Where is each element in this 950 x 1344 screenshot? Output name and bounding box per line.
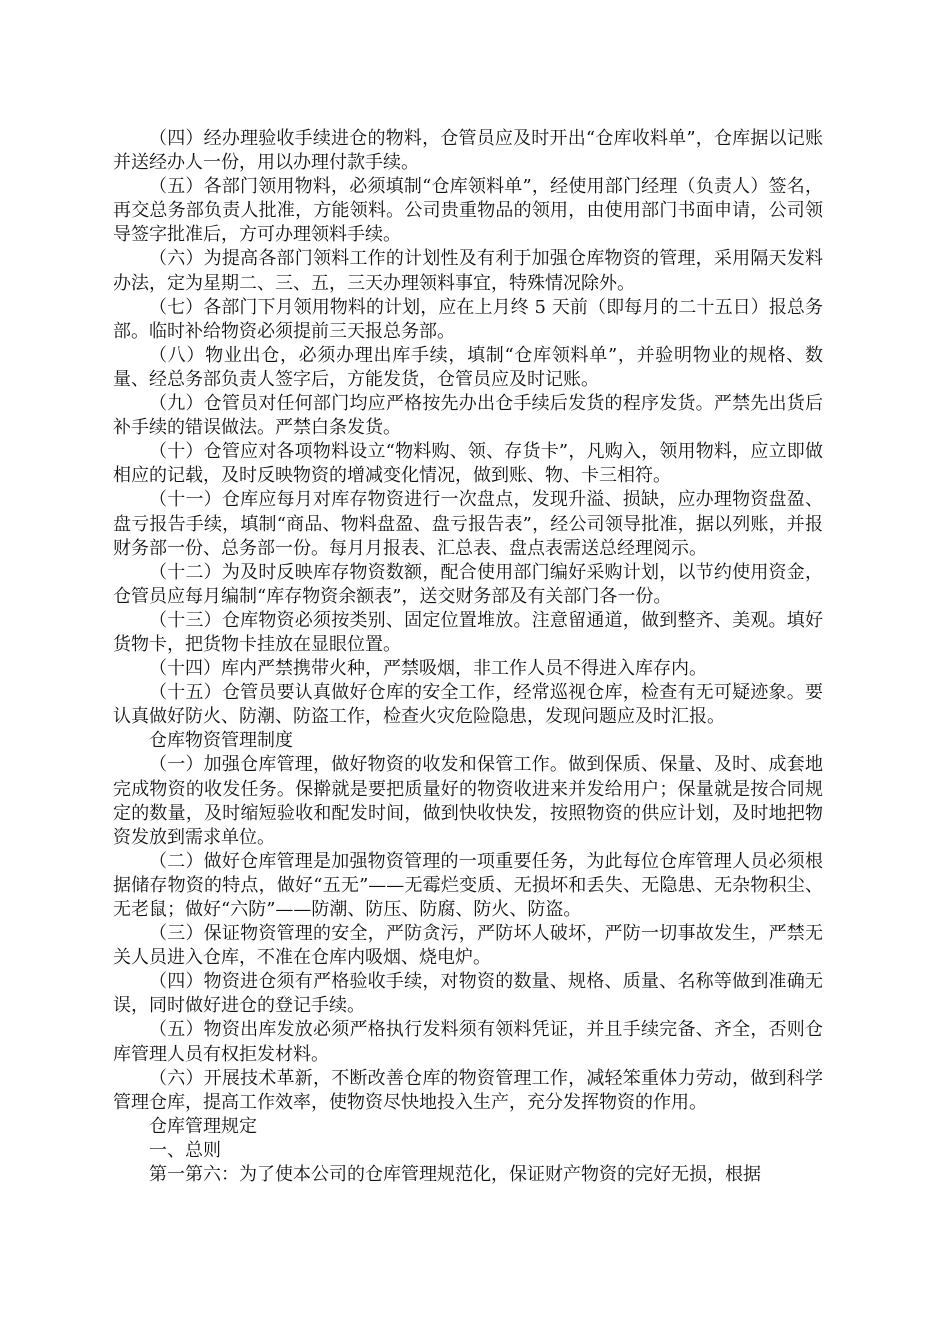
paragraph-stacking: （十三）仓库物资必须按类别、固定位置堆放。注意留通道，做到整齐、美观。填好货物卡，把货物卡挂放在显眼位置。 — [113, 609, 823, 655]
paragraph-monthly-plan: （七）各部门下月领用物料的计划，应在上月终 5 天前（即每月的二十五日）报总务部。临时补给物资必须提前三天报总务部。 — [113, 296, 823, 342]
paragraph-innovation: （六）开展技术革新，不断改善仓库的物资管理工作，减轻笨重体力劳动，做到科学管理仓库，提高工作效率，使物资尽快地投入生产，充分发挥物资的作用。 — [113, 1067, 823, 1113]
paragraph-inbound-check: （四）物资进仓须有严格验收手续，对物资的数量、规格、质量、名称等做到准确无误，同时做好进仓的登记手续。 — [113, 971, 823, 1017]
paragraph-fire-ban: （十四）库内严禁携带火种，严禁吸烟，非工作人员不得进入库存内。 — [149, 658, 707, 680]
paragraph-issue-procedure: （九）仓管员对任何部门均应严格按先办出仓手续后发货的程序发货。严禁先出货后补手续的错误做法。严禁白条发货。 — [113, 393, 823, 439]
section-heading-regulations: 仓库管理规定 — [149, 1115, 257, 1137]
paragraph-safety: （十五）仓管员要认真做好仓库的安全工作，经常巡视仓库，检查有无可疑迹象。要认真做好防火、防潮、防盗工作，检查火灾危险隐患，发现问题应及时汇报。 — [113, 682, 823, 728]
paragraph-storage-management: （一）加强仓库管理，做好物资的收发和保管工作。做到保质、保量、及时、成套地完成物资的收发任务。保擀就是要把质量好的物资收进来并发给用户；保量就是按合同规定的数量，及时缩短验收和配发时间，做到快收快发，按照物资的供应计划，及时地把物资发放到需求单位。 — [113, 754, 823, 848]
section-heading-material-system: 仓库物资管理制度 — [149, 730, 293, 752]
paragraph-five-six: （二）做好仓库管理是加强物资管理的一项重要任务，为此每位仓库管理人员必须根据储存物资的特点，做好“五无”——无霉烂变质、无损坏和丢失、无隐患、无杂物积尘、无老鼠；做好“六防”——防潮、防压、防腐、防火、防盗。 — [113, 850, 823, 920]
paragraph-security: （三）保证物资管理的安全，严防贪污，严防坏人破坏，严防一切事故发生，严禁无关人员进入仓库，不准在仓库内吸烟、烧电炉。 — [113, 923, 823, 969]
paragraph-issue-days: （六）为提高各部门领料工作的计划性及有利于加强仓库物资的管理，采用隔天发料办法，定为星期二、三、五，三天办理领料事宜，特殊情况除外。 — [113, 248, 823, 294]
paragraph-inventory-count: （十一）仓库应每月对库存物资进行一次盘点，发现升溢、损缺，应办理物资盘盈、盘亏报告手续，填制“商品、物料盘盈、盘亏报告表”，经公司领导批准，据以列账，并报财务部一份、总务部一份。每月月报表、汇总表、盘点表需送总经理阅示。 — [113, 489, 823, 559]
paragraph-outbound-voucher: （五）物资出库发放必须严格执行发料须有领料凭证，并且手续完备、齐全，否则仓库管理人员有权拒发材料。 — [113, 1019, 823, 1065]
document-body — [113, 127, 823, 1187]
section-heading-general: 一、总则 — [149, 1139, 221, 1161]
paragraph-balance-sheet: （十二）为及时反映库存物资数额，配合使用部门编好采购计划，以节约使用资金，仓管员应每月编制“库存物资余额表”，送交财务部及有关部门各一份。 — [113, 561, 823, 607]
paragraph-stock-card: （十）仓管应对各项物料设立“物料购、领、存货卡”，凡购入，领用物料，应立即做相应的记载，及时反映物资的增减变化情况，做到账、物、卡三相符。 — [113, 441, 823, 487]
paragraph-article-one: 第一第六：为了使本公司的仓库管理规范化，保证财产物资的完好无损，根据 — [149, 1164, 761, 1186]
paragraph-requisition: （五）各部门领用物料，必须填制“仓库领料单”，经使用部门经理（负责人）签名，再交总务部负责人批准，方能领料。公司贵重物品的领用，由使用部门书面申请，公司领导签字批准后，方可办理领料手续。 — [113, 176, 823, 246]
paragraph-outbound: （八）物业出仓，必须办理出库手续，填制“仓库领料单”，并验明物业的规格、数量、经总务部负责人签字后，方能发货，仓管员应及时记账。 — [113, 344, 823, 390]
paragraph-receipt-slip: （四）经办理验收手续进仓的物料，仓管员应及时开出“仓库收料单”，仓库据以记账并送经办人一份，用以办理付款手续。 — [113, 128, 823, 174]
